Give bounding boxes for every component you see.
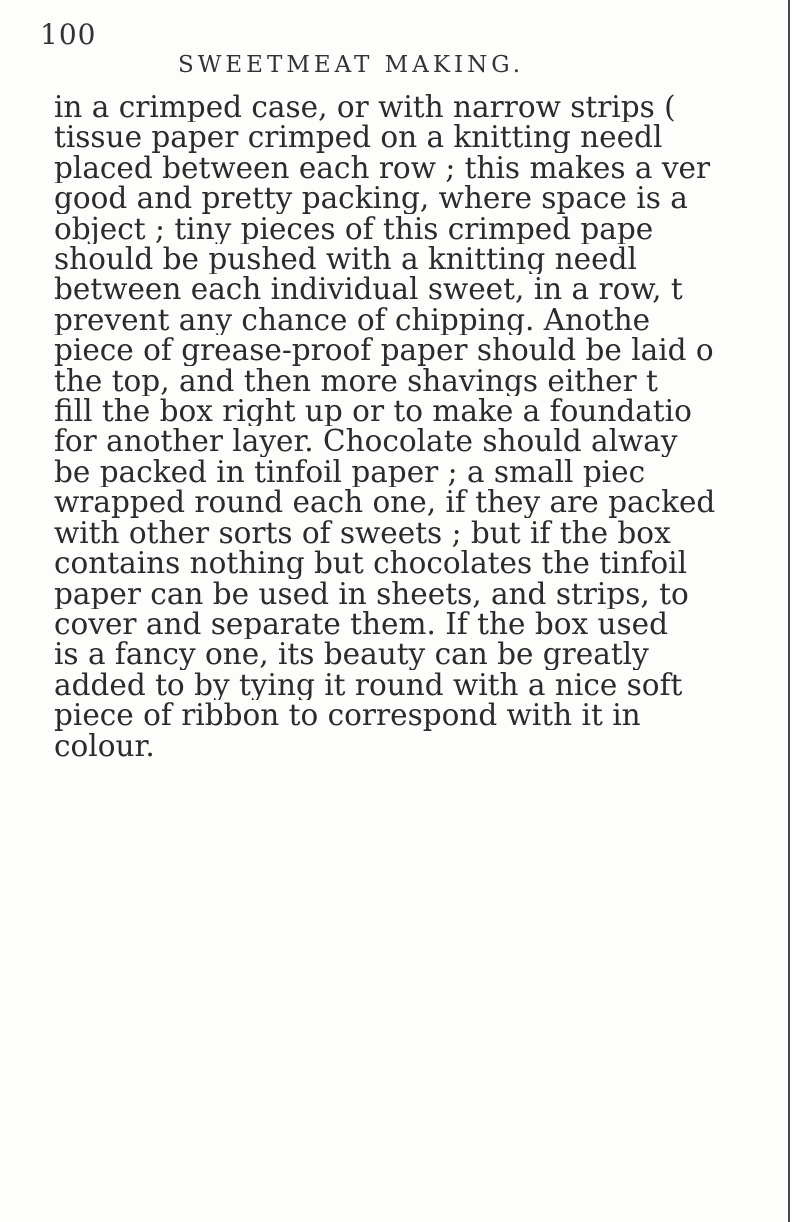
text-line: for another layer. Chocolate should alway (54, 426, 678, 457)
text-line: piece of grease-proof paper should be laid o (54, 335, 714, 366)
text-line: the top, and then more shavings either t (54, 365, 658, 397)
page-number: 100 (40, 18, 97, 51)
text-line: with other sorts of sweets ; but if the box (54, 517, 671, 549)
text-line: in a crimped case, or with narrow strips ( (54, 92, 676, 123)
text-line: object ; tiny pieces of this crimped pape (54, 213, 654, 245)
text-line: between each individual sweet, in a row, t (54, 274, 683, 305)
text-line: be packed in tinfoil paper ; a small piec (54, 456, 646, 488)
text-line: cover and separate them. If the box used (54, 608, 668, 640)
body-paragraph (54, 92, 784, 761)
text-line: placed between each row ; this makes a ver (54, 152, 711, 184)
text-line: tissue paper crimped on a knitting needl (54, 122, 663, 153)
text-line: good and pretty packing, where space is a (54, 183, 688, 214)
text-line: contains nothing but chocolates the tinfoil (54, 548, 688, 579)
running-head: SWEETMEAT MAKING. (178, 52, 525, 78)
text-line: prevent any chance of chipping. Anothe (54, 304, 651, 336)
page-margin (790, 0, 800, 1222)
text-line: piece of ribbon to correspond with it in (54, 700, 641, 731)
text-line: colour. (54, 730, 155, 761)
text-line: added to by tying it round with a nice soft (54, 669, 683, 701)
text-line: wrapped round each one, if they are packed (54, 487, 716, 518)
text-line: should be pushed with a knitting needl (54, 244, 637, 275)
text-line: paper can be used in sheets, and strips, to (54, 578, 689, 609)
text-line: fill the box right up or to make a foundatio (54, 396, 692, 427)
text-line: is a fancy one, its beauty can be greatly (54, 639, 649, 670)
